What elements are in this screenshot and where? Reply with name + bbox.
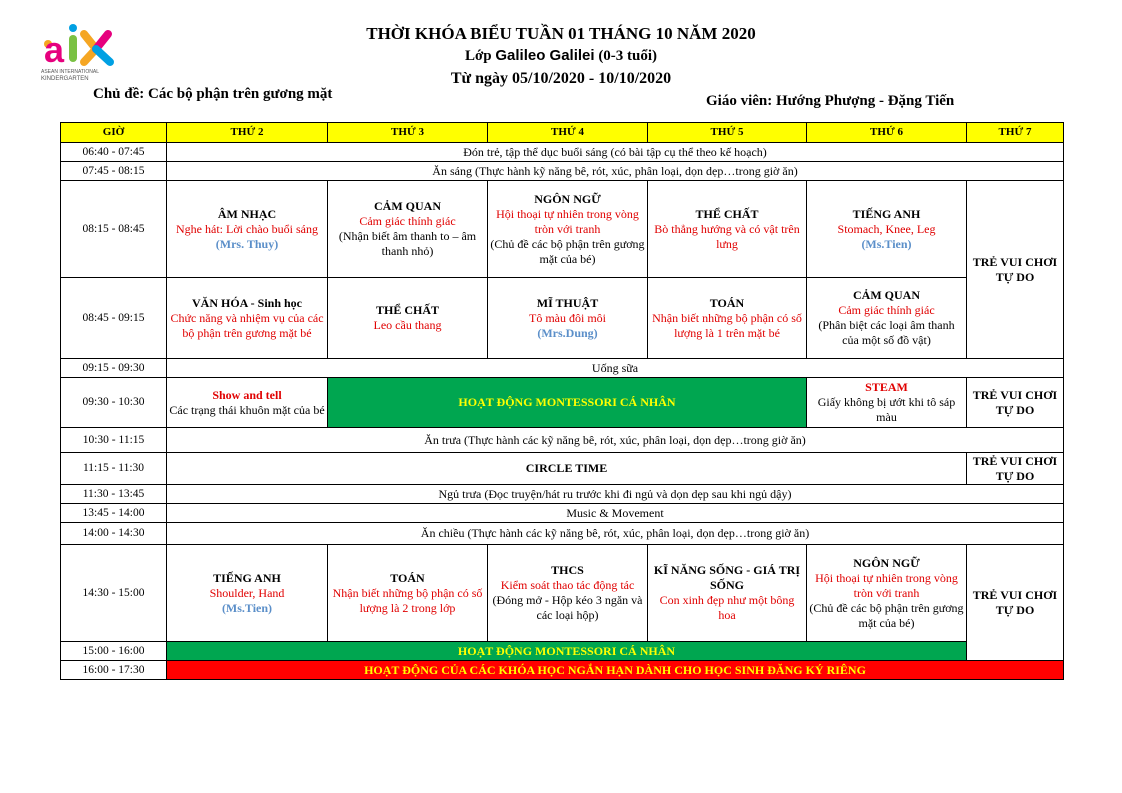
subject: MĨ THUẬT [536, 295, 599, 310]
activity-cell [488, 181, 648, 278]
subject: CẢM QUAN [853, 288, 920, 302]
table-row [61, 378, 1064, 428]
subject: VĂN HÓA - Sinh học [191, 295, 303, 310]
teacher-name: (Mrs. Thuy) [215, 236, 279, 251]
col-wed-header: THỨ 4 [488, 123, 648, 143]
activity-cell [648, 545, 807, 642]
activity-cell: Đón trẻ, tập thể dục buổi sáng (có bài tập cụ thể theo kế hoạch) [167, 143, 1064, 162]
subject: THỂ CHẤT [695, 206, 759, 221]
topic: Chủ đề: Các bộ phận trên gương mặt [93, 86, 333, 102]
montessori-cell: HOẠT ĐỘNG MONTESSORI CÁ NHÂN [167, 642, 967, 661]
activity-cell: Ăn sáng (Thực hành kỹ năng bê, rót, xúc, phân loại, dọn dẹp…trong giờ ăn) [167, 162, 1064, 181]
table-row [61, 485, 1064, 504]
time-cell: 11:30 - 13:45 [61, 485, 167, 504]
activity-cell: Ăn trưa (Thực hành các kỹ năng bê, rót, xúc, phân loại, dọn dẹp…trong giờ ăn) [167, 428, 1064, 453]
lesson: Show and tell [212, 387, 282, 402]
lesson: Hội thoại tự nhiên trong vòng tròn với tranh [815, 570, 958, 600]
lesson: Shoulder, Hand [209, 585, 285, 600]
teacher-name: (Mrs.Dung) [537, 325, 598, 340]
activity-cell [328, 278, 488, 359]
activity-cell [488, 278, 648, 359]
timetable [60, 122, 1064, 680]
activity-cell [167, 378, 328, 428]
activity-cell: Ngủ trưa (Đọc truyện/hát ru trước khi đi ngủ và dọn dẹp sau khi ngủ dậy) [167, 485, 1064, 504]
montessori-cell: HOẠT ĐỘNG MONTESSORI CÁ NHÂN [328, 378, 807, 428]
lesson: Cảm giác thính giác [359, 214, 456, 228]
subject: CẢM QUAN [374, 199, 441, 213]
col-mon-header: THỨ 2 [167, 123, 328, 143]
subject: KĨ NĂNG SỐNG - GIÁ TRỊ SỐNG [653, 563, 801, 592]
lesson: Hội thoại tự nhiên trong vòng tròn với tranh [496, 206, 639, 236]
lesson: Chức năng và nhiệm vụ của các bộ phận trên gương mặt bé [170, 310, 324, 340]
col-fri-header: THỨ 6 [807, 123, 967, 143]
subject: NGÔN NGỮ [853, 555, 920, 570]
subject: TIẾNG ANH [213, 570, 281, 585]
lesson-detail: (Đóng mở - Hộp kéo 3 ngăn và các loại hộp) [492, 593, 643, 622]
lesson: Leo cầu thang [373, 318, 442, 332]
teacher-name: (Ms.Tien) [861, 236, 912, 251]
table-row [61, 278, 1064, 359]
time-cell: 11:15 - 11:30 [61, 453, 167, 485]
time-cell: 06:40 - 07:45 [61, 143, 167, 162]
time-cell: 08:45 - 09:15 [61, 278, 167, 359]
lesson-detail: (Phân biệt các loại âm thanh của một số đồ vật) [818, 318, 955, 347]
class-line [0, 47, 1122, 65]
subject: NGÔN NGỮ [534, 191, 601, 206]
activity-cell [328, 545, 488, 642]
time-cell: 14:00 - 14:30 [61, 523, 167, 545]
time-cell: 09:30 - 10:30 [61, 378, 167, 428]
lesson: Con xinh đẹp như một bông hoa [659, 593, 795, 622]
col-thu-header: THỨ 5 [648, 123, 807, 143]
free-play-cell: TRẺ VUI CHƠI TỰ DO [967, 453, 1064, 485]
activity-cell [807, 181, 967, 278]
time-cell: 09:15 - 09:30 [61, 359, 167, 378]
date-range: Từ ngày 05/10/2020 - 10/10/2020 [450, 70, 672, 87]
table-row [61, 453, 1064, 485]
lesson: Stomach, Knee, Leg [837, 221, 936, 236]
subject: TOÁN [390, 570, 425, 585]
table-row [61, 545, 1064, 642]
subject: ÂM NHẠC [217, 206, 277, 221]
subject: TIẾNG ANH [852, 206, 921, 221]
table-row [61, 359, 1064, 378]
svg-text:KINDERGARTEN: KINDERGARTEN [41, 76, 89, 82]
svg-text:a: a [44, 29, 65, 70]
table-row [61, 143, 1064, 162]
time-cell: 08:15 - 08:45 [61, 181, 167, 278]
col-sat-header: THỨ 7 [967, 123, 1064, 143]
lesson-detail: Các trạng thái khuôn mặt của bé [169, 402, 325, 417]
lesson: Nhận biết những bộ phận có số lượng là 1 trên mặt bé [652, 310, 802, 340]
table-row [61, 523, 1064, 545]
lesson: STEAM [865, 380, 908, 394]
activity-cell [167, 545, 328, 642]
table-row [61, 504, 1064, 523]
activity-cell [167, 181, 328, 278]
activity-cell [807, 278, 967, 359]
table-row [61, 428, 1064, 453]
free-play-cell: TRẺ VUI CHƠI TỰ DO [967, 545, 1064, 661]
time-cell: 15:00 - 16:00 [61, 642, 167, 661]
class-prefix: Lớp [464, 48, 496, 64]
lesson-detail: (Nhận biết âm thanh to – âm thanh nhỏ) [338, 229, 477, 258]
header-row [61, 123, 1064, 143]
time-cell: 14:30 - 15:00 [61, 545, 167, 642]
extra-courses-cell: HOẠT ĐỘNG CỦA CÁC KHÓA HỌC NGẮN HẠN DÀNH CHO HỌC SINH ĐĂNG KÝ RIÊNG [167, 661, 1064, 680]
teacher-name: (Ms.Tien) [221, 600, 273, 615]
lesson-detail: Giấy không bị ướt khi tô sáp màu [817, 395, 956, 424]
subject: THCS [551, 563, 584, 577]
activity-cell [488, 545, 648, 642]
table-row [61, 642, 1064, 661]
lesson: Kiểm soát thao tác động tác [500, 578, 635, 592]
time-cell: 10:30 - 11:15 [61, 428, 167, 453]
table-row [61, 181, 1064, 278]
class-name: Galileo Galilei [495, 47, 595, 64]
activity-cell: Ăn chiều (Thực hành các kỹ năng bê, rót, xúc, phân loại, dọn dẹp…trong giờ ăn) [167, 523, 1064, 545]
lesson: Tô màu đôi môi [529, 310, 606, 325]
lesson-detail: (Chủ đề các bộ phận trên gương mặt của bé) [809, 600, 964, 630]
activity-cell [648, 278, 807, 359]
teacher: Giáo viên: Hướng Phượng - Đặng Tiến [706, 93, 955, 109]
schedule-title: THỜI KHÓA BIỂU TUẦN 01 THÁNG 10 NĂM 2020 [366, 24, 756, 43]
table-row [61, 661, 1064, 680]
activity-cell: Music & Movement [167, 504, 1064, 523]
free-play-cell: TRẺ VUI CHƠI TỰ DO [967, 181, 1064, 359]
lesson: Cảm giác thính giác [838, 303, 935, 317]
activity-cell: Uống sữa [167, 359, 1064, 378]
activity-cell [167, 278, 328, 359]
subject: TOÁN [709, 295, 745, 310]
free-play-cell: TRẺ VUI CHƠI TỰ DO [967, 378, 1064, 428]
activity-cell: CIRCLE TIME [167, 453, 967, 485]
svg-text:ASEAN INTERNATIONAL: ASEAN INTERNATIONAL [41, 69, 99, 75]
col-tue-header: THỨ 3 [328, 123, 488, 143]
col-time-header: GIỜ [61, 123, 167, 143]
lesson: Bò thẳng hướng và có vật trên lưng [654, 221, 800, 251]
time-cell: 07:45 - 08:15 [61, 162, 167, 181]
table-row [61, 162, 1064, 181]
lesson: Nghe hát: Lời chào buổi sáng [176, 221, 318, 236]
time-cell: 13:45 - 14:00 [61, 504, 167, 523]
lesson: Nhận biết những bộ phận có số lượng là 2 trong lớp [332, 585, 483, 615]
class-age: (0-3 tuổi) [594, 48, 658, 64]
activity-cell [328, 181, 488, 278]
lesson-detail: (Chủ đề các bộ phận trên gương mặt của bé) [490, 236, 645, 266]
subject: THỂ CHẤT [375, 303, 439, 317]
time-cell: 16:00 - 17:30 [61, 661, 167, 680]
activity-cell [648, 181, 807, 278]
activity-cell [807, 545, 967, 642]
activity-cell [807, 378, 967, 428]
